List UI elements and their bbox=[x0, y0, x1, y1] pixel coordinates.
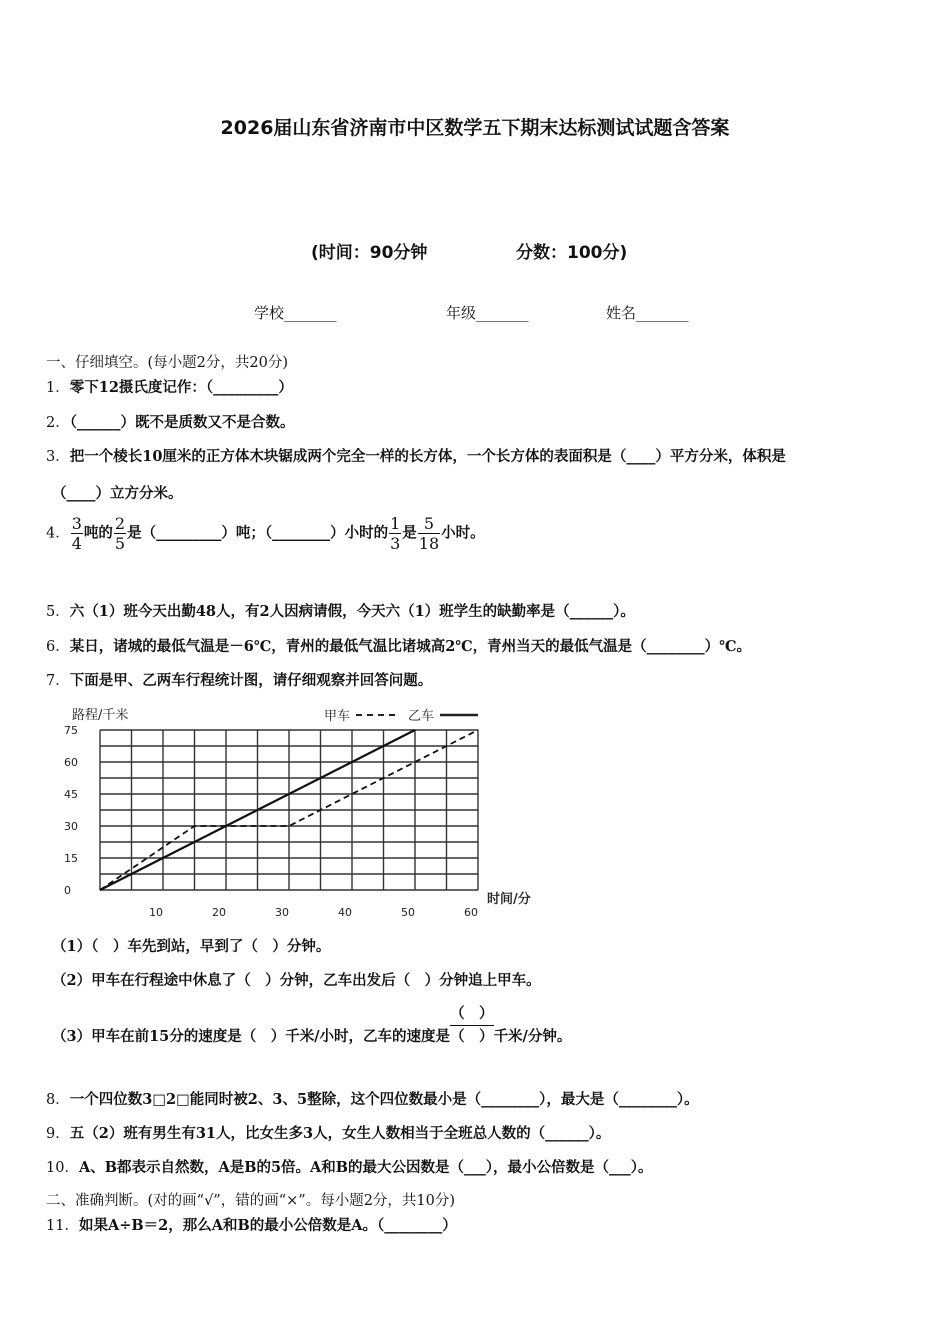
x-tick-label: 40 bbox=[338, 906, 352, 919]
question-3 bbox=[46, 445, 786, 466]
fraction-3-4: $\frac{3}{4}$ bbox=[71, 514, 82, 553]
x-tick-label: 60 bbox=[464, 906, 478, 919]
page-title: 2026届山东省济南市中区数学五下期末达标测试试题含答案 bbox=[220, 117, 730, 139]
y-tick-label: 0 bbox=[64, 884, 71, 897]
y-tick-label: 15 bbox=[64, 852, 78, 865]
question-number: 10． bbox=[46, 1160, 79, 1176]
question-text: 五（2）班有男生有31人，比女生多3人，女生人数相当于全班总人数的（______）。 bbox=[69, 1125, 611, 1142]
question-2 bbox=[46, 411, 294, 432]
question-7-part-1: （1）（ ）车先到站，早到了（ ）分钟。 bbox=[52, 938, 331, 955]
legend bbox=[324, 709, 478, 724]
name-field: 姓名_______ bbox=[606, 304, 689, 322]
question-text: A、B都表示自然数，A是B的5倍。A和B的最大公因数是（___），最小公倍数是（___）。 bbox=[78, 1159, 653, 1176]
exam-time: (时间：90分钟 bbox=[311, 243, 428, 263]
y-tick-label: 60 bbox=[64, 756, 78, 769]
question-5 bbox=[46, 600, 635, 621]
question-number: 3． bbox=[46, 449, 70, 465]
speed-fraction: （ ） （ ） bbox=[450, 1003, 494, 1048]
legend-label-yi: 乙车 bbox=[408, 709, 435, 724]
question-text: 下面是甲、乙两车行程统计图，请仔细观察并回答问题。 bbox=[69, 672, 433, 689]
fraction-2-5: $\frac{2}{5}$ bbox=[114, 514, 126, 553]
question-number: 7． bbox=[46, 673, 70, 689]
school-field: 学校_______ bbox=[254, 304, 337, 322]
question-6 bbox=[46, 635, 751, 656]
x-tick-label: 10 bbox=[149, 906, 163, 919]
x-axis-label: 时间/分 bbox=[487, 892, 531, 907]
exam-score: 分数：100分) bbox=[516, 243, 628, 263]
x-tick-label: 50 bbox=[401, 906, 415, 919]
section-2-heading: 二、准确判断。(对的画“√”，错的画“×”。每小题2分，共10分) bbox=[46, 1193, 456, 1209]
fraction-5-18: $\frac{5}{18}$ bbox=[418, 514, 440, 553]
question-text: 如果A÷B＝2，那么A和B的最小公倍数是A。（________） bbox=[78, 1217, 457, 1234]
question-number: 1． bbox=[46, 380, 70, 396]
question-7-part-3 bbox=[52, 1003, 571, 1048]
x-tick-label: 30 bbox=[275, 906, 289, 919]
question-9 bbox=[46, 1122, 610, 1143]
y-tick-label: 30 bbox=[64, 820, 78, 833]
question-number: 8． bbox=[46, 1092, 70, 1108]
question-1 bbox=[46, 376, 293, 397]
x-tick-label: 20 bbox=[212, 906, 226, 919]
question-text: （______）既不是质数又不是合数。 bbox=[69, 414, 295, 431]
grade-field: 年级_______ bbox=[446, 304, 529, 322]
question-10 bbox=[46, 1156, 653, 1177]
question-text: 吨的 bbox=[83, 524, 113, 542]
fraction-1-3: $\frac{1}{3}$ bbox=[390, 514, 401, 553]
question-number: 11． bbox=[46, 1218, 79, 1234]
question-number: 4． bbox=[46, 525, 70, 542]
question-text: 一个四位数3□2□能同时被2、3、5整除，这个四位数最小是（________），最大是（________）。 bbox=[69, 1091, 699, 1108]
question-number: 5． bbox=[46, 604, 70, 620]
travel-chart bbox=[60, 700, 550, 925]
section-1-heading: 一、仔细填空。(每小题2分，共20分) bbox=[46, 355, 288, 371]
chart-grid bbox=[100, 730, 478, 890]
question-11 bbox=[46, 1214, 457, 1235]
question-text: 是（_________）吨；（________）小时的 bbox=[127, 524, 389, 542]
question-text: 小时。 bbox=[441, 524, 485, 542]
question-3-continued: （____）立方分米。 bbox=[52, 485, 183, 502]
question-text: 是 bbox=[402, 524, 417, 542]
y-tick-label: 45 bbox=[64, 788, 78, 801]
y-axis-label: 路程/千米 bbox=[72, 708, 129, 723]
question-7 bbox=[46, 669, 432, 690]
question-4 bbox=[46, 514, 485, 553]
question-number: 9． bbox=[46, 1126, 70, 1142]
question-number: 2． bbox=[46, 415, 70, 431]
legend-label-jia: 甲车 bbox=[324, 709, 351, 724]
question-text: 六（1）班今天出勤48人，有2人因病请假，今天六（1）班学生的缺勤率是（______）。 bbox=[69, 603, 635, 620]
question-text: 千米/分钟。 bbox=[493, 1027, 572, 1045]
question-7-part-2: （2）甲车在行程途中休息了（ ）分钟，乙车出发后（ ）分钟追上甲车。 bbox=[52, 972, 541, 989]
question-8 bbox=[46, 1088, 699, 1109]
question-text: 零下12摄氏度记作：（_________） bbox=[69, 379, 293, 396]
y-tick-label: 75 bbox=[64, 724, 78, 737]
question-text: （3）甲车在前15分的速度是（ ）千米/小时，乙车的速度是 bbox=[52, 1027, 451, 1045]
question-number: 6． bbox=[46, 639, 70, 655]
question-text: 把一个棱长10厘米的正方体木块锯成两个完全一样的长方体，一个长方体的表面积是（____）平方分米，体积是 bbox=[69, 448, 786, 465]
question-text: 某日，诸城的最低气温是－6℃，青州的最低气温比诸城高2℃，青州当天的最低气温是（________）℃。 bbox=[69, 638, 752, 655]
